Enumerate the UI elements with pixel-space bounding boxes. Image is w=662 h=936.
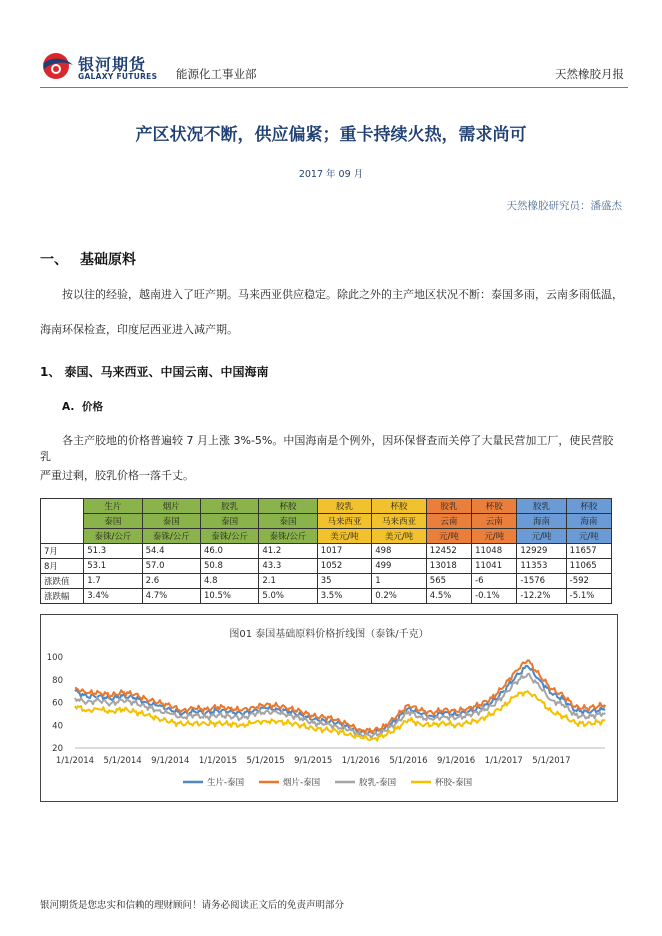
table-cell: 3.4%	[84, 589, 142, 604]
section-title: 基础原料	[80, 252, 136, 268]
table-cell: 2.1	[259, 574, 317, 589]
table-cell: 51.3	[84, 544, 142, 559]
table-cell: 11065	[566, 559, 611, 574]
table-header-product: 胶乳	[517, 499, 566, 514]
table-cell: 3.5%	[317, 589, 372, 604]
price-paragraph-line: 各主产胶地的价格普遍较 7 月上涨 3%-5%。中国海南是个例外，因环保督查而关停了大量民营加工厂，使民营胶乳	[40, 434, 614, 463]
section-heading	[40, 249, 136, 269]
table-cell: 12452	[426, 544, 471, 559]
table-cell: 4.7%	[142, 589, 200, 604]
table-header-product: 烟片	[142, 499, 200, 514]
table-row	[41, 544, 612, 559]
logo-english-name: GALAXY FUTURES	[78, 72, 158, 81]
table-cell: 11353	[517, 559, 566, 574]
table-header-unit: 元/吨	[472, 529, 517, 544]
table-cell: 11048	[472, 544, 517, 559]
section-number: 一、	[40, 252, 68, 268]
table-cell: 4.5%	[426, 589, 471, 604]
page-footer-disclaimer: 银河期货是您忠实和信赖的理财顾问！请务必阅读正文后的免责声明部分	[40, 900, 345, 911]
series-line-胶乳-泰国	[75, 674, 605, 739]
table-header-region: 马来西亚	[317, 514, 372, 529]
legend-label: 杯胶-泰国	[435, 778, 473, 788]
table-header-region: 海南	[517, 514, 566, 529]
table-cell: -5.1%	[566, 589, 611, 604]
table-cell: -12.2%	[517, 589, 566, 604]
table-header-product: 杯胶	[472, 499, 517, 514]
table-cell: 4.8	[200, 574, 258, 589]
y-tick-label: 40	[52, 721, 63, 732]
table-cell: -6	[472, 574, 517, 589]
x-tick-label: 1/1/2016	[341, 756, 380, 766]
table-cell: 41.2	[259, 544, 317, 559]
table-header-region: 云南	[472, 514, 517, 529]
subsubsection-title: 价格	[82, 401, 103, 413]
table-row-label: 涨跌值	[41, 574, 84, 589]
subsubsection-heading	[62, 399, 103, 414]
series-line-杯胶-泰国	[75, 691, 605, 741]
y-tick-label: 100	[46, 653, 63, 663]
subsection-number: 1、	[40, 365, 61, 379]
table-cell: 35	[317, 574, 372, 589]
table-cell: 13018	[426, 559, 471, 574]
table-cell: 499	[372, 559, 427, 574]
report-author: 天然橡胶研究员：潘盛杰	[506, 200, 622, 212]
table-header-product: 杯胶	[259, 499, 317, 514]
table-cell: 11041	[472, 559, 517, 574]
x-tick-label: 1/1/2015	[198, 756, 238, 766]
table-cell: 12929	[517, 544, 566, 559]
galaxy-futures-logo	[40, 50, 160, 82]
table-cell: 498	[372, 544, 427, 559]
table-cell: 0.2%	[372, 589, 427, 604]
table-row-label: 涨跌幅	[41, 589, 84, 604]
table-row	[41, 559, 612, 574]
table-cell: -1576	[517, 574, 566, 589]
table-row	[41, 574, 612, 589]
subsubsection-number: A.	[62, 401, 75, 413]
section-paragraph-line: 海南环保检查，印度尼西亚进入减产期。	[40, 323, 238, 336]
table-cell: 43.3	[259, 559, 317, 574]
table-header-region: 泰国	[259, 514, 317, 529]
section-paragraph-line: 按以往的经验，越南进入了旺产期。马来西亚供应稳定。除此之外的主产地区状况不断：泰国多雨，云南多雨低温，	[62, 288, 623, 301]
price-paragraph-line: 严重过剩，胶乳价格一落千丈。	[40, 469, 194, 482]
subsection-heading	[40, 363, 269, 380]
legend-label: 烟片-泰国	[283, 778, 321, 788]
x-tick-label: 5/1/2017	[532, 756, 571, 766]
table-cell: 565	[426, 574, 471, 589]
x-tick-label: 1/1/2017	[484, 756, 523, 766]
table-row-label: 8月	[41, 559, 84, 574]
table-cell: 1	[372, 574, 427, 589]
x-tick-label: 5/1/2014	[103, 756, 142, 766]
chart-canvas	[41, 615, 617, 801]
table-header-unit: 美元/吨	[317, 529, 372, 544]
table-cell: 11657	[566, 544, 611, 559]
x-tick-label: 1/1/2014	[55, 756, 95, 766]
logo-chinese-name: 银河期货	[78, 55, 147, 74]
table-cell: 1052	[317, 559, 372, 574]
table-row-label: 7月	[41, 544, 84, 559]
table-header-region-row	[41, 514, 612, 529]
galaxy-logo-icon	[40, 50, 74, 82]
table-cell: 53.1	[84, 559, 142, 574]
y-tick-label: 60	[52, 698, 63, 709]
report-title: 产区状况不断，供应偏紧；重卡持续火热，需求尚可	[135, 125, 527, 145]
x-tick-label: 5/1/2015	[246, 756, 285, 766]
table-header-unit: 元/吨	[566, 529, 611, 544]
table-cell: 10.5%	[200, 589, 258, 604]
table-header-region: 泰国	[200, 514, 258, 529]
table-cell: 46.0	[200, 544, 258, 559]
table-header-unit: 泰铢/公斤	[84, 529, 142, 544]
table-header-unit: 泰铢/公斤	[200, 529, 258, 544]
table-row	[41, 589, 612, 604]
series-line-烟片-泰国	[75, 660, 605, 733]
legend-label: 生片-泰国	[207, 778, 245, 788]
table-cell: 1017	[317, 544, 372, 559]
table-cell: 57.0	[142, 559, 200, 574]
table-header-unit: 泰铢/公斤	[142, 529, 200, 544]
x-tick-label: 5/1/2016	[389, 756, 428, 766]
table-header-region: 云南	[426, 514, 471, 529]
department-label: 能源化工事业部	[176, 67, 257, 81]
table-cell: 54.4	[142, 544, 200, 559]
table-header-region: 泰国	[142, 514, 200, 529]
report-type-label: 天然橡胶月报	[555, 67, 624, 81]
thai-price-chart	[40, 614, 618, 802]
table-header-unit-row	[41, 529, 612, 544]
table-header-region: 海南	[566, 514, 611, 529]
x-tick-label: 9/1/2015	[294, 756, 333, 766]
report-date: 2017 年 09 月	[298, 169, 364, 180]
table-corner-cell	[41, 499, 84, 544]
x-tick-label: 9/1/2014	[151, 756, 190, 766]
chart-title: 图01 泰国基础原料价格折线图（泰铢/千克）	[229, 629, 429, 640]
y-tick-label: 20	[52, 744, 63, 754]
table-header-product: 胶乳	[317, 499, 372, 514]
table-header-product: 杯胶	[566, 499, 611, 514]
table-header-unit: 元/吨	[426, 529, 471, 544]
x-tick-label: 9/1/2016	[437, 756, 476, 766]
table-cell: -592	[566, 574, 611, 589]
table-cell: 5.0%	[259, 589, 317, 604]
table-cell: 50.8	[200, 559, 258, 574]
subsection-title: 泰国、马来西亚、中国云南、中国海南	[64, 365, 269, 379]
table-header-unit: 美元/吨	[372, 529, 427, 544]
table-header-region: 泰国	[84, 514, 142, 529]
legend-label: 胶乳-泰国	[359, 778, 397, 788]
table-header-unit: 泰铢/公斤	[259, 529, 317, 544]
table-header-region: 马来西亚	[372, 514, 427, 529]
table-header-product: 生片	[84, 499, 142, 514]
page-header	[40, 46, 628, 88]
y-tick-label: 80	[52, 675, 63, 686]
table-cell: 2.6	[142, 574, 200, 589]
table-header-product: 杯胶	[372, 499, 427, 514]
price-table	[40, 498, 612, 604]
table-header-product: 胶乳	[200, 499, 258, 514]
table-cell: 1.7	[84, 574, 142, 589]
table-header-unit: 元/吨	[517, 529, 566, 544]
table-cell: -0.1%	[472, 589, 517, 604]
table-header-product: 胶乳	[426, 499, 471, 514]
table-header-product-row	[41, 499, 612, 514]
